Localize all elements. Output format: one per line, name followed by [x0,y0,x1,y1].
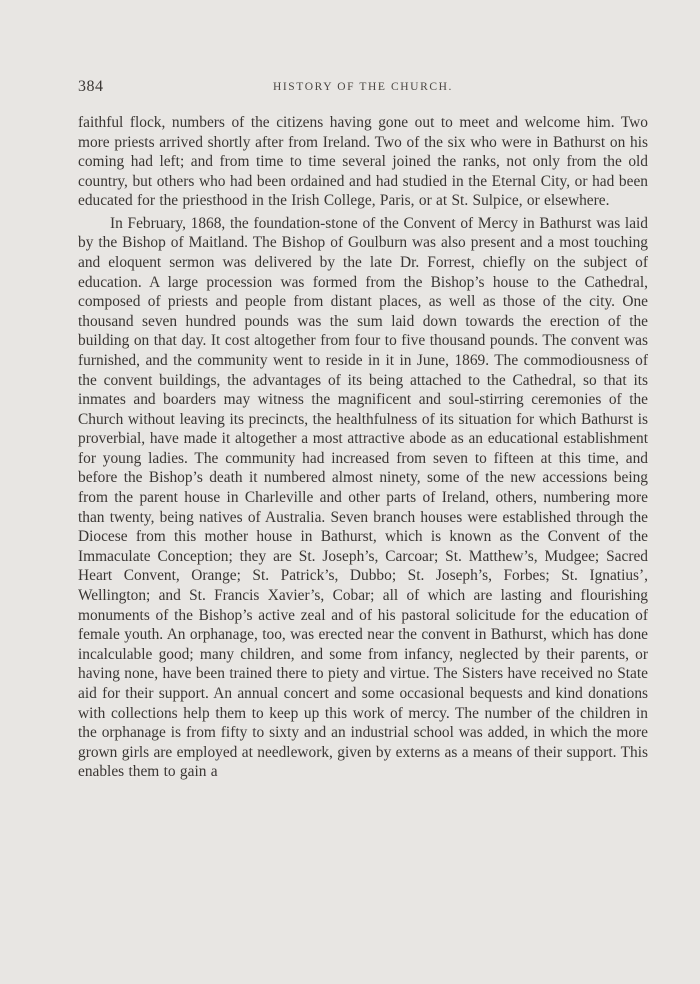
body-text [78,113,648,782]
page-number: 384 [78,78,104,95]
running-title: HISTORY OF THE CHURCH. [272,81,454,93]
paragraph-convent-of-mercy: In February, 1868, the foundation-stone of the Convent of Mercy in Bathurst was laid by the Bishop of Maitland. The Bishop of Goulburn was also present and a most touching and eloquent sermon was delivered by the late Dr. Forrest, chiefly on the subject of education. A large procession was formed from the Bishop’s house to the Cathedral, composed of priests and people from distant places, as well as those of the city. One thousand seven hundred pounds was the sum laid down towards the erection of the building on that day. It cost altogether from four to five thousand pounds. The convent was furnished, and the community went to reside in it in June, 1869. The commodiousness of the convent buildings, the advantages of its being attached to the Cathedral, so that its inmates and boarders may witness the magnificent and soul-stirring ceremonies of the Church without leaving its precincts, the healthfulness of its situation for which Bathurst is proverbial, have made it altogether a most attractive abode as an educational establishment for young ladies. The community had increased from seven to fifteen at this time, and before the Bishop’s death it numbered almost ninety, some of the new accessions being from the parent house in Charleville and other parts of Ireland, others, numbering more than twenty, being natives of Australia. Seven branch houses were established through the Diocese from this mother house in Bathurst, which is known as the Convent of the Immaculate Conception; they are St. Joseph’s, Carcoar; St. Matthew’s, Mudgee; Sacred Heart Convent, Orange; St. Patrick’s, Dubbo; St. Joseph’s, Forbes; St. Ignatius’, Wellington; and St. Francis Xavier’s, Cobar; all of which are lasting and flourishing monuments of the Bishop’s active zeal and of his pastoral solicitude for the education of female youth. An orphanage, too, was erected near the convent in Bathurst, which has done incalculable good; many children, and some from infancy, neglected by their parents, or having none, have been trained there to piety and virtue. The Sisters have received no State aid for their support. An annual concert and some occasional bequests and kind donations with collections help them to keep up this work of mercy. The number of the children in the orphanage is from fifty to sixty and an industrial school was added, in which the more grown girls are employed at needlework, given by externs as a means of their support. This enables them to gain a [78,214,648,781]
paragraph-continuation: faithful flock, numbers of the citizens having gone out to meet and welcome him. Two more priests arrived shortly after from Ireland. Two of the six who were in Bathurst on his coming had left; and from time to time several joined the ranks, not only from the old country, but others who had been ordained and had studied in the Eternal City, or had been educated for the priesthood in the Irish College, Paris, or at St. Sulpice, or elsewhere. [78,114,648,210]
page-header [78,78,648,98]
